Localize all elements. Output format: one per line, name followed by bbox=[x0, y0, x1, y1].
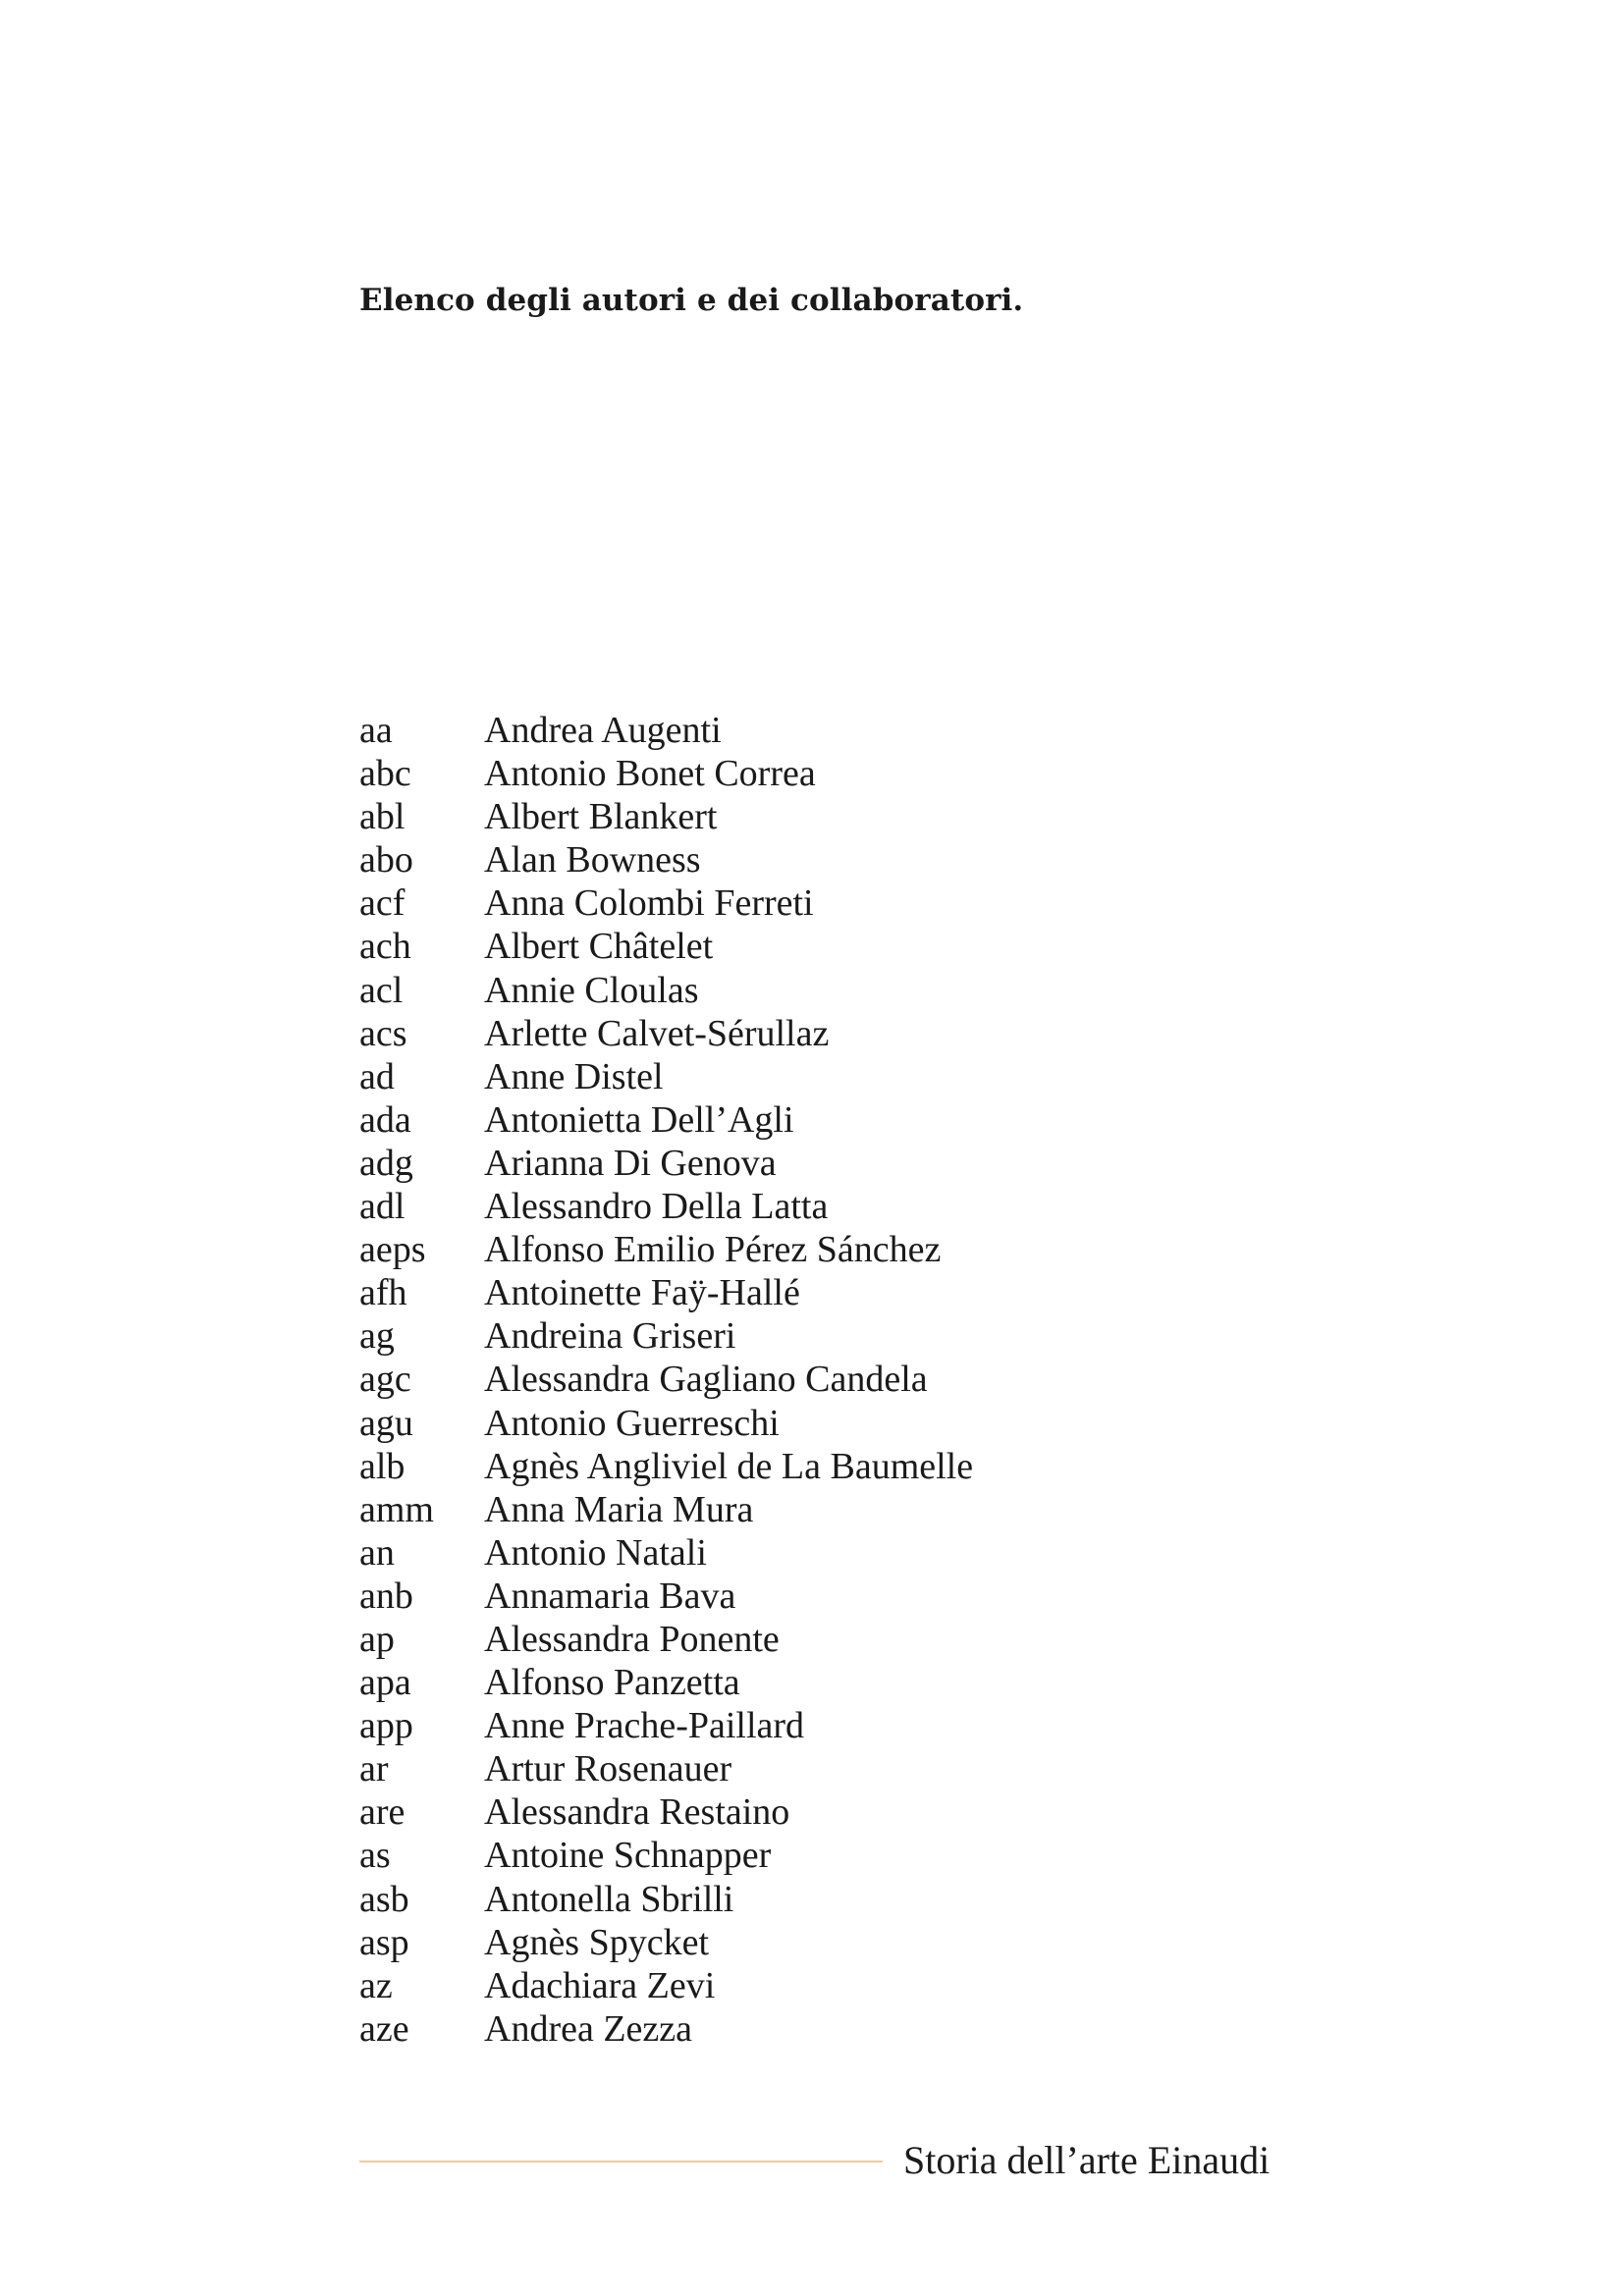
author-row bbox=[359, 925, 973, 968]
author-name: Anne Distel bbox=[484, 1055, 664, 1097]
author-code: aa bbox=[359, 710, 393, 751]
author-name: Andreina Griseri bbox=[484, 1315, 736, 1358]
author-row bbox=[359, 1531, 973, 1575]
author-code: as bbox=[359, 1835, 391, 1877]
author-name: Artur Rosenauer bbox=[484, 1748, 732, 1790]
author-row bbox=[359, 1098, 973, 1142]
author-code: alb bbox=[359, 1445, 406, 1487]
footer-rule bbox=[359, 2161, 883, 2163]
author-code: aeps bbox=[359, 1229, 426, 1271]
author-code: abc bbox=[359, 753, 411, 795]
author-name: Arlette Calvet-Sérullaz bbox=[484, 1012, 830, 1054]
author-row bbox=[359, 1921, 973, 1964]
author-row bbox=[359, 1618, 973, 1661]
author-row bbox=[359, 969, 973, 1012]
author-code: amm bbox=[359, 1488, 434, 1530]
author-code: az bbox=[359, 1964, 393, 2006]
author-code: are bbox=[359, 1791, 406, 1834]
author-name: Alan Bowness bbox=[484, 839, 701, 881]
author-row bbox=[359, 1271, 973, 1314]
author-code: ada bbox=[359, 1098, 411, 1141]
author-row bbox=[359, 709, 973, 752]
author-name: Antonella Sbrilli bbox=[484, 1878, 734, 1920]
author-code: ag bbox=[359, 1315, 395, 1358]
author-name: Antonietta Dell’Agli bbox=[484, 1098, 794, 1141]
author-name: Annamaria Bava bbox=[484, 1575, 736, 1617]
author-code: adl bbox=[359, 1186, 406, 1228]
author-code: asb bbox=[359, 1878, 409, 1920]
author-name: Agnès Spycket bbox=[484, 1921, 710, 1963]
author-row bbox=[359, 1314, 973, 1358]
author-row bbox=[359, 1445, 973, 1488]
author-row bbox=[359, 1012, 973, 1055]
author-code: agc bbox=[359, 1359, 411, 1401]
author-code: ad bbox=[359, 1055, 395, 1097]
page-footer bbox=[359, 2134, 1341, 2187]
author-code: acf bbox=[359, 882, 406, 925]
author-row bbox=[359, 2007, 973, 2051]
author-row bbox=[359, 1747, 973, 1790]
author-row bbox=[359, 1402, 973, 1445]
author-name: Adachiara Zevi bbox=[484, 1964, 716, 2006]
author-code: agu bbox=[359, 1402, 413, 1444]
author-name: Alfonso Emilio Pérez Sánchez bbox=[484, 1229, 942, 1271]
author-name: Anna Maria Mura bbox=[484, 1488, 754, 1530]
author-name: Antonio Bonet Correa bbox=[484, 753, 816, 795]
author-row bbox=[359, 1575, 973, 1618]
author-name: Agnès Angliviel de La Baumelle bbox=[484, 1445, 974, 1487]
author-row bbox=[359, 1661, 973, 1704]
author-row bbox=[359, 881, 973, 925]
author-code: anb bbox=[359, 1575, 413, 1617]
author-code: abo bbox=[359, 839, 413, 881]
author-name: Alessandro Della Latta bbox=[484, 1186, 829, 1228]
author-code: abl bbox=[359, 796, 406, 838]
author-row bbox=[359, 1704, 973, 1747]
author-code: apa bbox=[359, 1662, 411, 1704]
author-row bbox=[359, 838, 973, 881]
author-name: Annie Cloulas bbox=[484, 969, 699, 1011]
author-name: Antonio Natali bbox=[484, 1531, 707, 1574]
author-code: aze bbox=[359, 2007, 409, 2050]
author-row bbox=[359, 1055, 973, 1098]
author-row bbox=[359, 1878, 973, 1921]
author-row bbox=[359, 752, 973, 795]
author-name: Alessandra Ponente bbox=[484, 1618, 780, 1660]
author-code: acs bbox=[359, 1012, 407, 1054]
author-code: asp bbox=[359, 1921, 409, 1963]
author-code: adg bbox=[359, 1142, 413, 1184]
author-name: Anna Colombi Ferreti bbox=[484, 882, 814, 925]
author-code: acl bbox=[359, 969, 404, 1011]
author-name: Andrea Zezza bbox=[484, 2007, 693, 2050]
author-name: Arianna Di Genova bbox=[484, 1142, 777, 1184]
author-row bbox=[359, 1142, 973, 1185]
author-row bbox=[359, 1964, 973, 2007]
author-row bbox=[359, 1228, 973, 1271]
author-name: Albert Blankert bbox=[484, 796, 718, 838]
author-row bbox=[359, 1790, 973, 1834]
author-row bbox=[359, 795, 973, 838]
author-code: an bbox=[359, 1531, 395, 1574]
author-code: ar bbox=[359, 1748, 389, 1790]
author-row bbox=[359, 1488, 973, 1531]
author-code: ap bbox=[359, 1618, 395, 1660]
author-code: app bbox=[359, 1705, 413, 1747]
author-name: Antoinette Faÿ-Hallé bbox=[484, 1272, 800, 1314]
author-name: Anne Prache-Paillard bbox=[484, 1705, 805, 1747]
author-code: ach bbox=[359, 926, 411, 968]
author-name: Albert Châtelet bbox=[484, 926, 714, 968]
author-name: Alessandra Gagliano Candela bbox=[484, 1359, 928, 1401]
author-row bbox=[359, 1834, 973, 1877]
author-name: Alessandra Restaino bbox=[484, 1791, 790, 1834]
author-name: Antoine Schnapper bbox=[484, 1835, 772, 1877]
author-code: afh bbox=[359, 1272, 407, 1314]
author-name: Antonio Guerreschi bbox=[484, 1402, 780, 1444]
footer-title: Storia dell’arte Einaudi bbox=[903, 2138, 1271, 2182]
author-name: Alfonso Panzetta bbox=[484, 1662, 740, 1704]
author-name: Andrea Augenti bbox=[484, 710, 722, 751]
author-row bbox=[359, 1185, 973, 1228]
page-heading: Elenco degli autori e dei collaboratori. bbox=[359, 283, 1024, 318]
author-row bbox=[359, 1358, 973, 1401]
author-list bbox=[359, 709, 973, 2051]
